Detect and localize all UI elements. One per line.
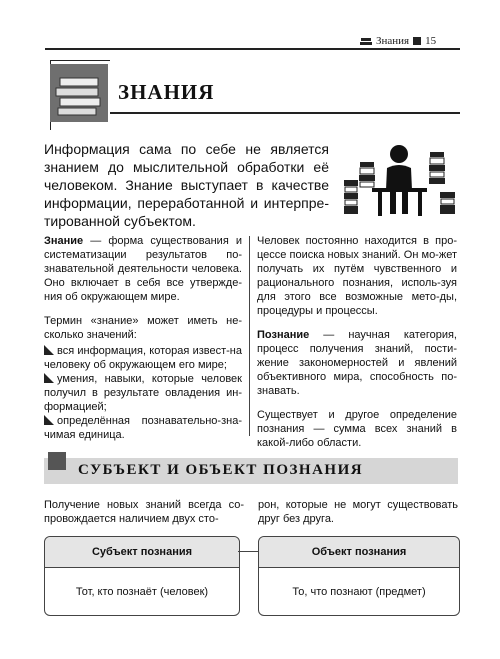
section-text-right: рон, которые не могут существовать друг без друга. [258,499,458,525]
other-definition: Существует и другое определение познания — сумма всех знаний в какой-либо области. [257,409,457,449]
search-paragraph: Человек постоянно находится в про-цессе поиска новых знаний. Он мо-жет получать их путём чувственного и рационального познания, исполь-зуя для этого все возможные мето-ды, процедуры и процессы. [257,235,457,317]
column-divider [249,236,250,436]
right-column [257,234,457,460]
list-item-text: вся информация, которая извест-на человеку об окружающем его мире; [44,345,242,371]
books-icon [50,64,108,122]
bullet-icon [44,415,54,425]
definition-cognition-text: — научная категория, процесс получения знаний, пости-жение закономерностей и явлений объективного мира, способность по-знавать. [257,329,457,397]
page-title: ЗНАНИЯ [118,80,215,104]
connector-line [238,551,258,552]
list-item-text: определённая познавательно-зна-чимая единица. [44,415,242,441]
intro-paragraph [44,140,329,230]
list-item [44,344,242,372]
running-header-section: Знания [376,35,410,47]
term-knowledge: Знание [44,235,84,247]
title-frame [50,60,110,61]
title-underline [110,112,460,114]
bullet-icon [44,345,54,355]
term-meanings-intro: Термин «знание» может иметь не-сколько значений: [44,315,242,341]
subject-box-text: Тот, кто познаёт (человек) [75,586,209,598]
bullet-list [44,344,242,442]
section-title: СУБЪЕКТ И ОБЪЕКТ ПОЗНАНИЯ [78,462,364,478]
subject-box [44,536,240,616]
square-icon [413,37,421,45]
person-reading-icon [342,140,457,220]
subject-box-title: Субъект познания [45,537,239,568]
running-header [360,35,436,47]
page-number: 15 [425,35,437,47]
definition-cognition [257,328,457,398]
definition-knowledge-text: — форма существования и систематизации результатов по-знавательной деятельности человека. Оно включает в себя все утвержде-ния об окружающем мире. [44,235,242,303]
definition-knowledge [44,234,242,304]
object-box-title: Объект познания [259,537,459,568]
left-column [44,234,242,442]
term-cognition: Познание [257,329,310,341]
header-rule [45,48,460,50]
bullet-icon [44,373,54,383]
section-square-icon [48,452,66,470]
list-item-text: умения, навыки, которые человек получил в результате овладения ин-формацией; [44,373,242,413]
list-item [44,414,242,442]
object-box-text: То, что познают (предмет) [292,586,426,598]
section-text-left: Получение новых знаний всегда со-провождается наличием двух сто- [44,499,244,525]
object-box [258,536,460,616]
title-books-icon [50,64,108,122]
books-icon [360,37,372,46]
intro-text: Информация сама по себе не является знанием до мыслительной обработки её человеком. Знание выступает в качестве информации, переработанной и интерпре-тированной субъектом. [44,141,329,229]
list-item [44,372,242,414]
